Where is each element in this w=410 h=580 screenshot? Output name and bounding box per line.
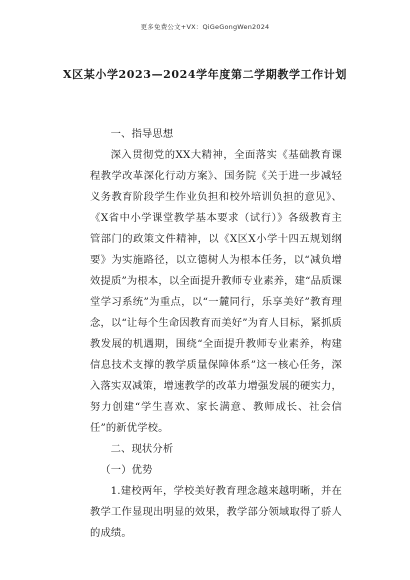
paragraph-advantages-item1: 1.建校两年，学校美好教育理念越来越明晰，并在教学工作显现出明显的效果，教学部分领域取得了骄人的成绩。 xyxy=(90,485,342,539)
section-heading-guiding: 一、指导思想 xyxy=(110,128,174,140)
document-title: X区某小学2023—2024学年度第二学期教学工作计划 xyxy=(63,68,347,81)
section-heading-status: 二、现状分析 xyxy=(110,443,174,455)
document-body xyxy=(90,124,342,544)
subsection-heading-advantages xyxy=(90,460,342,481)
paragraph-guiding: 深入贯彻党的XX大精神，全面落实《基础教育课程教学改革深化行动方案》、国务院《关于进一步减轻义务教育阶段学生作业负担和校外培训负担的意见》、《X省中小学课堂教学基本要求（试行）》各级教育主管部门的政策文件精神，以《X区X小学十四五规划纲要》为实施路径，以立德树人为根本任务，以“减负增效提质”为根本，以全面提升教师专业素养，建“品质课堂学习系统”为重点，以“一麓同行，乐享美好”教育理念，以“让每个生命因教育而美好”为育人目标，紧抓质教发展的机遇期，围绕“全面提升教师专业素养，构建信息技术支撑的教学质量保障体系”这一核心任务，深入落实双减策，增速教学的改革力增强发展的硬实力，努力创建“学生喜欢、家长满意、教师成长、社会信任”的新优学校。 xyxy=(90,149,342,434)
subsection-heading-advantages-text: （一）优势 xyxy=(100,464,153,476)
header-watermark: 更多免费公文+VX：QiGeGongWen2024 xyxy=(140,23,270,31)
